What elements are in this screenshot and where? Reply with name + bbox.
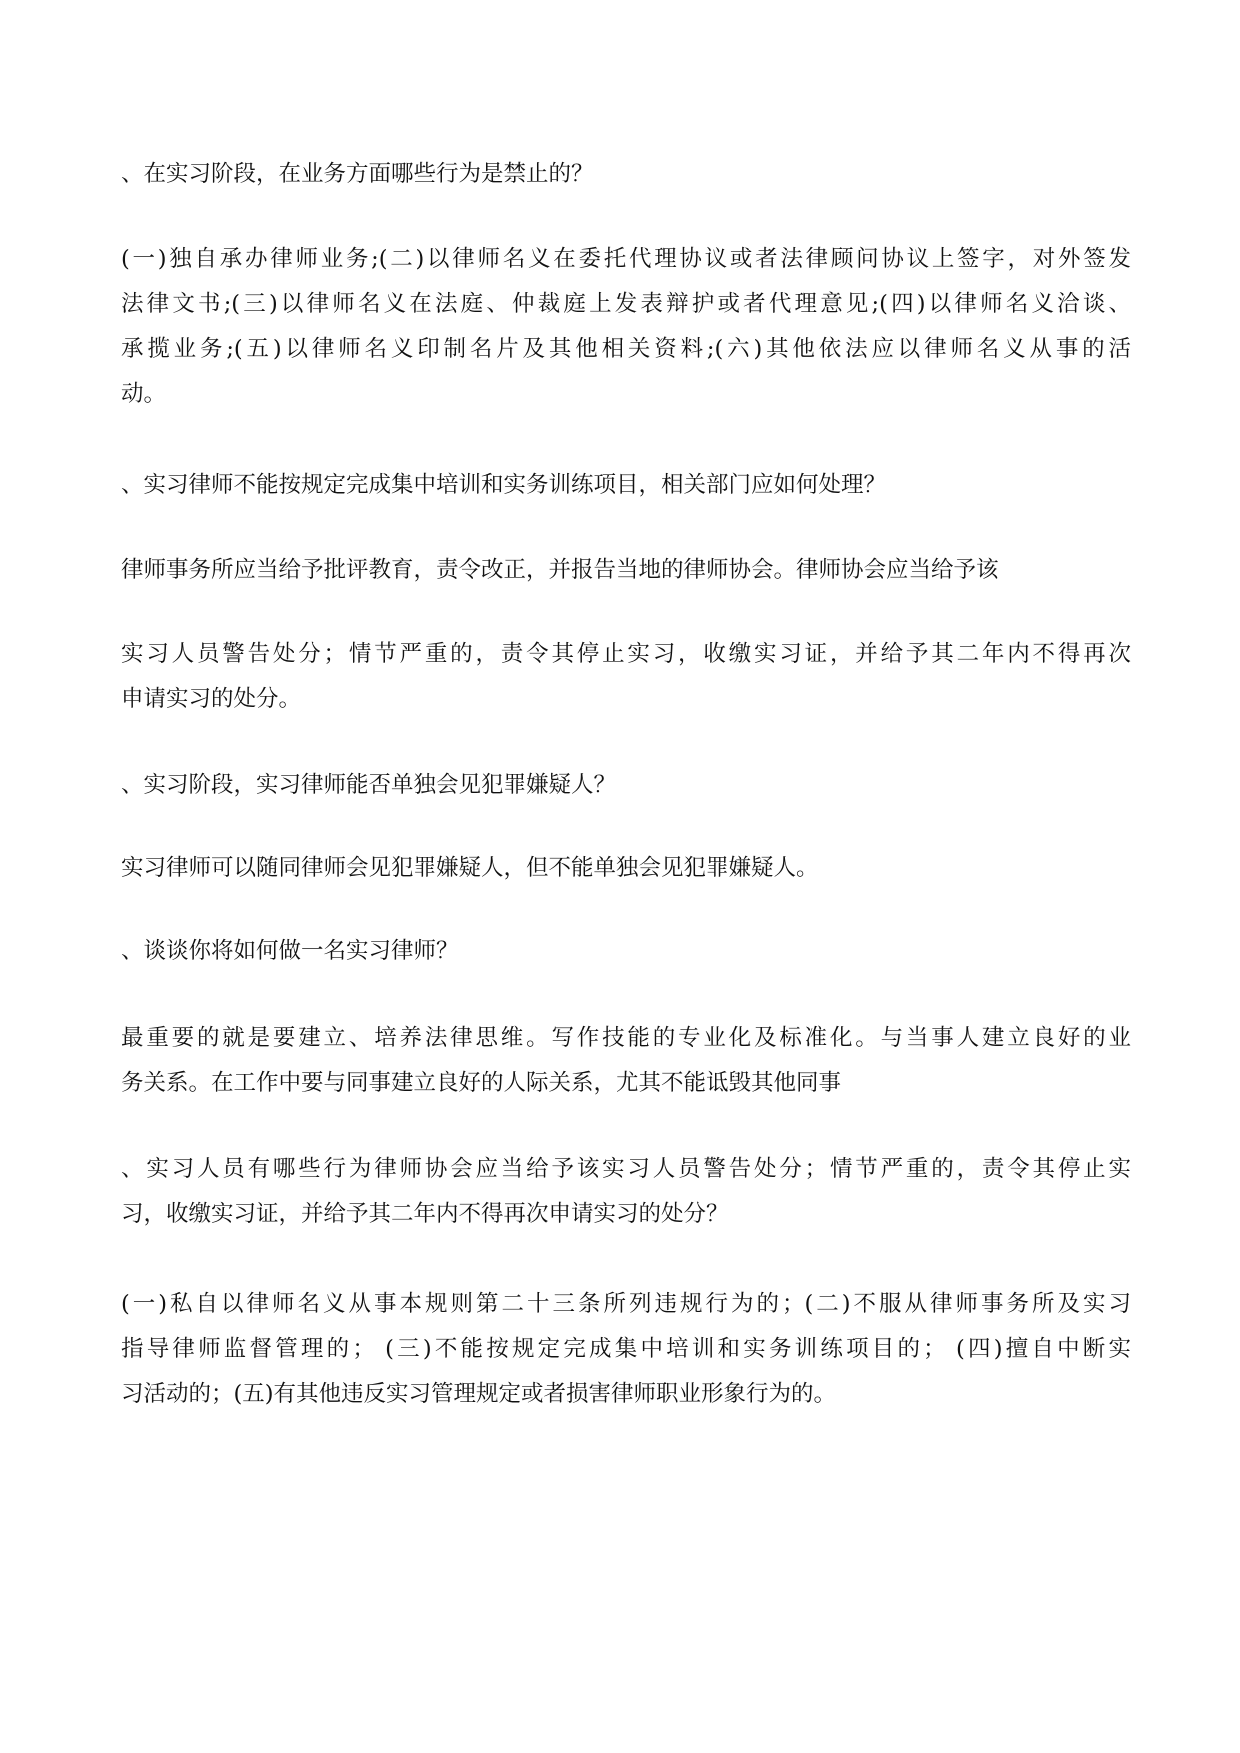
text-line: 指导律师监督管理的； (三)不能按规定完成集中培训和实务训练项目的； (四)擅自中断实 [121, 1336, 1131, 1362]
text-line: (一)独自承办律师业务;(二)以律师名义在委托代理协议或者法律顾问协议上签字，对外签发 [121, 246, 1131, 272]
text-line: 最重要的就是要建立、培养法律思维。写作技能的专业化及标准化。与当事人建立良好的业 [121, 1025, 1131, 1051]
text-line: (一)私自以律师名义从事本规则第二十三条所列违规行为的；(二)不服从律师事务所及实习 [121, 1291, 1131, 1317]
paragraph-question-warning-conduct [121, 1147, 1131, 1237]
paragraph-answer-how-to-be-intern [121, 1016, 1131, 1106]
paragraph-question-prohibited-conduct [121, 152, 1131, 197]
text-line: 法律文书;(三)以律师名义在法庭、仲裁庭上发表辩护或者代理意见;(四)以律师名义洽谈、 [121, 291, 1131, 317]
text-line: 实习人员警告处分；情节严重的，责令其停止实习，收缴实习证，并给予其二年内不得再次 [121, 641, 1131, 667]
text-line: 动。 [121, 381, 167, 407]
text-line: 申请实习的处分。 [121, 686, 302, 712]
text-line: 律师事务所应当给予批评教育，责令改正，并报告当地的律师协会。律师协会应当给予该 [121, 557, 999, 583]
text-line: 、实习律师不能按规定完成集中培训和实务训练项目，相关部门应如何处理？ [121, 472, 887, 498]
text-line: 务关系。在工作中要与同事建立良好的人际关系，尤其不能诋毁其他同事 [121, 1070, 842, 1096]
paragraph-question-training-failure [121, 463, 1131, 508]
text-line: 习，收缴实习证，并给予其二年内不得再次申请实习的处分？ [121, 1201, 729, 1227]
text-line: 承揽业务;(五)以律师名义印制名片及其他相关资料;(六)其他依法应以律师名义从事的活 [121, 336, 1131, 362]
text-line: 、实习阶段，实习律师能否单独会见犯罪嫌疑人？ [121, 772, 617, 798]
paragraph-answer-meet-suspect [121, 846, 1131, 891]
paragraph-answer-prohibited-conduct [121, 237, 1131, 417]
text-line: 、在实习阶段，在业务方面哪些行为是禁止的？ [121, 161, 594, 187]
text-line: 、实习人员有哪些行为律师协会应当给予该实习人员警告处分；情节严重的，责令其停止实 [121, 1156, 1131, 1182]
paragraph-question-how-to-be-intern [121, 929, 1131, 974]
paragraph-question-meet-suspect [121, 763, 1131, 808]
paragraph-answer-warning-conduct [121, 1282, 1131, 1417]
paragraph-answer-training-failure-part2 [121, 632, 1131, 722]
text-line: 习活动的；(五)有其他违反实习管理规定或者损害律师职业形象行为的。 [121, 1381, 837, 1407]
text-line: 、谈谈你将如何做一名实习律师？ [121, 938, 459, 964]
text-line: 实习律师可以随同律师会见犯罪嫌疑人，但不能单独会见犯罪嫌疑人。 [121, 855, 819, 881]
paragraph-answer-training-failure-part1 [121, 548, 1131, 593]
